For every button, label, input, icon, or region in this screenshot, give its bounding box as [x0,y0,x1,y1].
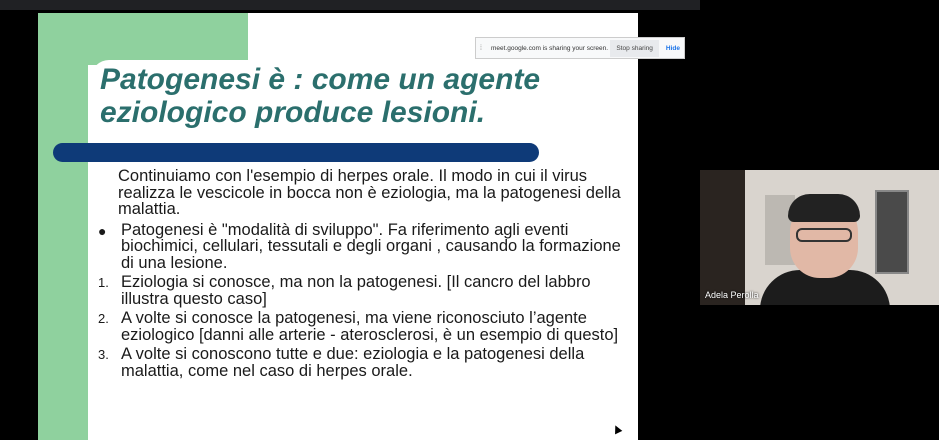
item-number: 2. [98,311,109,326]
participant-hair [788,194,860,222]
share-notice-text: meet.google.com is sharing your screen. [491,44,609,52]
screen-share-notice [475,37,685,59]
item-number: 3. [98,347,109,362]
item-text: Eziologia si conosce, ma non la patogenesi. [Il cancro del labbro illustra questo caso] [121,273,591,308]
bullet-icon: ● [98,222,107,239]
item-text: A volte si conoscono tutte e due: eziologia e la patogenesi della malattia, come nel caso di herpes orale. [121,345,585,380]
slide-divider-bar [53,143,539,162]
slide-intro: Continuiamo con l'esempio di herpes orale. Il modo in cui il virus realizza le vescicole in bocca non è eziologia, ma la patogenesi della malattia. [118,167,621,218]
slide-body [98,168,628,382]
item-number: 1. [98,275,109,290]
numbered-item [98,310,628,343]
bullet-item [98,222,628,272]
participant-video[interactable] [700,170,939,305]
top-bar [0,0,700,10]
numbered-item [98,274,628,307]
numbered-item [98,346,628,379]
mouse-cursor-icon [612,424,623,435]
bullet-text: Patogenesi è "modalità di sviluppo". Fa riferimento agli eventi biochimici, cellulari, tessutali e degli organi , causando la formazione di una lesione. [121,220,621,272]
slide-title: Patogenesi è : come un agente eziologico produce lesioni. [100,63,541,129]
participant-name: Adela Perolla [705,290,759,300]
item-text: A volte si conosce la patogenesi, ma viene riconosciuto l’agente eziologico [danni alle arterie - aterosclerosi, è un esempio di questo] [121,309,619,344]
participant-glasses [796,228,852,242]
stop-sharing-button[interactable]: Stop sharing [610,40,659,57]
video-picture-frame [875,190,909,274]
slide-green-stripe [38,13,88,440]
drag-handle-icon[interactable]: ⁞ [480,44,482,52]
video-door [700,170,745,305]
presentation-slide [38,13,638,440]
hide-button[interactable]: Hide [665,44,680,52]
